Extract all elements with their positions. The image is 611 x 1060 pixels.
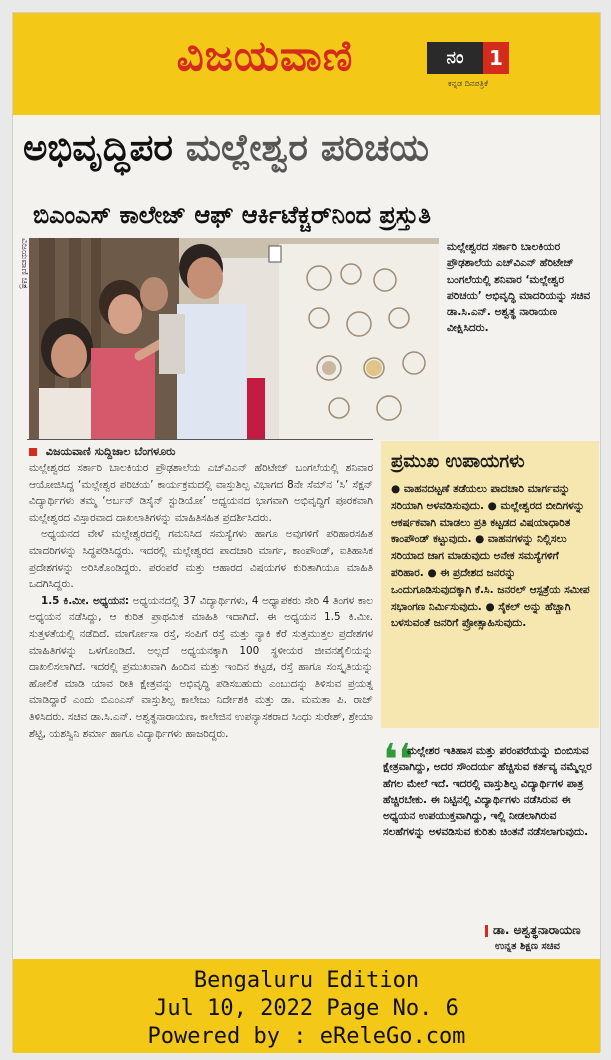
- key-measures-box: [381, 441, 599, 728]
- edition-date-page: Jul 10, 2022 Page No. 6: [154, 996, 459, 1021]
- minister-quote: [383, 735, 598, 841]
- badge-tagline: ಕನ್ನಡ ದಿನಪತ್ರಿಕೆ: [447, 79, 488, 88]
- article-paragraph-3-text: ಅಧ್ಯಯನದಲ್ಲಿ 37 ವಿದ್ಯಾರ್ಥಿಗಳು, 4 ಅಧ್ಯಾಪಕರು ಸೇರಿ 4 ತಿಂಗಳ ಕಾಲ ಅಧ್ಯಯನ ನಡೆಸಿದ್ದು, ಆ ಕುರಿತ ಪ್ರಾಥಮಿಕ ಮಾಹಿತಿ ಇದಾಗಿದೆ. ಈ ಅಧ್ಯಯನ 1.5 ಕಿ.ಮೀ. ಸುತ್ತಳತೆಯಲ್ಲಿ ನಡೆದಿದೆ. ಮಾರ್ಗೋಸಾ ರಸ್ತೆ, ಸಂಪಿಗೆ ರಸ್ತೆ ಮತ್ತು ನ್ಯಾಕಿ ಕೆರೆ ಸುತ್ತಮುತ್ತಲ ಪ್ರದೇಶಗಳ ಮಾಹಿತಿಗಳನ್ನು ಒಳಗೊಂಡಿದೆ. ಅಲ್ಲದೆ ಅಧ್ಯಯನಕ್ಕಾಗಿ 100 ಸ್ಥಳೀಯರ ಜೀವನಶೈಲಿಯನ್ನು ದಾಖಲಿಸಲಾಗಿದೆ. ಇದರಲ್ಲಿ ಪ್ರಮುಖವಾಗಿ ಹಿಂದಿನ ಮತ್ತು ಇಂದಿನ ಕಟ್ಟಡ, ರಸ್ತೆ ಹಾಗೂ ಸಂಸ್ಕೃತಿಯನ್ನು ಹೋಲಿಕೆ ಮಾಡಿ ಯಾವ ರೀತಿ ಕ್ಷೇತ್ರವನ್ನು ಅಭಿವೃದ್ಧಿ ಪಡಿಸಬಹುದು ಎಂಬುದನ್ನು ತಿಳಿಸುವ ಪ್ರಯತ್ನ ಮಾಡಿದ್ದಾರೆ ಎಂದು ಬಿಎಂಎಸ್ ವಾಸ್ತುಶಿಲ್ಪ ಕಾಲೇಜು ನಿರ್ದೇಶಕಿ ಮತ್ತು ಡಾ. ಮಮತಾ ಪಿ. ರಾಜ್ ತಿಳಿಸಿದರು. ಸಚಿವ ಡಾ.ಸಿ.ಎನ್. ಅಶ್ವತ್ಥನಾರಾಯಣ, ಕಾಲೇಜಿನ ಉಪನ್ಯಾಸಕರಾದ ಸಿಂಧು ಸುರೇಶ್, ಶ್ರೇಯಾ ಶೆಟ್ಟಿ, ಯಶಸ್ವಿನಿ ಶರ್ಮಾ ಹಾಗೂ ವಿದ್ಯಾರ್ಥಿಗಳು ಹಾಜರಿದ್ದರು.: [29, 594, 373, 740]
- quote-name: ಡಾ. ಅಶ್ವತ್ಥನಾರಾಯಣ: [493, 923, 581, 937]
- powered-by[interactable]: Powered by : eReleGo.com: [147, 1024, 466, 1049]
- dateline-text: ವಿಜಯವಾಣಿ ಸುದ್ದಿಜಾಲ ಬೆಂಗಳೂರು: [45, 445, 176, 458]
- article-subheadline: ಬಿಎಂಎಸ್ ಕಾಲೇಜ್ ಆಫ್ ಆರ್ಕಿಟೆಕ್ಚರ್‌ನಿಂದ ಪ್ರಸ್ತುತಿ: [33, 201, 432, 229]
- dateline-divider: [27, 439, 373, 440]
- photo-credit: ವಿಜಯವಾಣಿ ಚಿತ್ರ: [19, 238, 29, 289]
- news-photo: [29, 238, 439, 440]
- article-headline: [23, 125, 593, 171]
- dateline: [29, 445, 175, 459]
- headline-part-1: ಅಭಿವೃದ್ಧಿಪರ: [23, 126, 173, 169]
- headline-part-2: ಮಲ್ಲೇಶ್ವರ ಪರಿಚಯ: [185, 126, 429, 169]
- badge-number: 1: [483, 42, 509, 74]
- epaper-page: [12, 12, 601, 1052]
- key-measures-title: ಪ್ರಮುಖ ಉಪಾಯಗಳು: [391, 451, 525, 472]
- article-subhead: 1.5 ಕಿ.ಮೀ. ಅಧ್ಯಯನ:: [41, 594, 130, 607]
- article-body: [29, 460, 373, 742]
- badge-text: ನಂ: [427, 42, 483, 74]
- photo-caption: ಮಲ್ಲೇಶ್ವರದ ಸರ್ಕಾರಿ ಬಾಲಕಿಯರ ಪ್ರೌಢಶಾಲೆಯ ಎಚ್‌ವಿಎನ್ ಹೆರಿಟೇಜ್ ಬಂಗಲೆಯಲ್ಲಿ ಶನಿವಾರ ‘ಮಲ್ಲೇಶ್ವರ ಪರಿಚಯ’ ಅಭಿವೃದ್ಧಿ ಮಾದರಿಯನ್ನು ಸಚಿವ ಡಾ.ಸಿ.ಎನ್. ಅಶ್ವತ್ಥ ನಾರಾಯಣ ವೀಕ್ಷಿಸಿದರು.: [447, 241, 591, 335]
- article-paragraph-3: [29, 593, 373, 742]
- article-paragraph-2: ಅಧ್ಯಯನದ ವೇಳೆ ಮಲ್ಲೇಶ್ವರದಲ್ಲಿ ಗಮನಿಸಿದ ಸಮಸ್ಯೆಗಳು ಹಾಗೂ ಅವುಗಳಿಗೆ ಪರಿಹಾರಸಹಿತ ಮಾದರಿಗಳನ್ನು ಸಿದ್ಧಪಡಿಸಿದ್ದರು. ಇದರಲ್ಲಿ ಮಲ್ಲೇಶ್ವರದ ಪಾದಚಾರಿ ಮಾರ್ಗ, ಕಾಂಪೌಂಡ್, ಐತಿಹಾಸಿಕ ಪ್ರದೇಶಗಳನ್ನು ಅರಿಸಿಕೊಂಡಿದ್ದರು. ಪರಂಪರೆ ಮತ್ತು ಆಹಾರದ ವಿಷಯಗಳ ಕುರಿತಾಗಿಯೂ ಮಾಹಿತಿ ಒದಗಿಸಿದ್ದರು.: [29, 528, 373, 591]
- edition-footer: [13, 959, 600, 1053]
- photo-illustration: [29, 238, 439, 440]
- number-one-badge: [427, 42, 509, 74]
- masthead: [13, 13, 600, 115]
- quote-text: ಮಲ್ಲೇಶರ ಇತಿಹಾಸ ಮತ್ತು ಪರಂಪರೆಯನ್ನು ಬಿಂಬಿಸುವ ಕ್ಷೇತ್ರವಾಗಿದ್ದು, ಅದರ ಸೌಂದರ್ಯ ಹೆಚ್ಚಿಸುವ ಕರ್ತವ್ಯ ನಮ್ಮೆಲ್ಲರ ಹೆಗಲ ಮೇಲೆ ಇದೆ. ಇದರಲ್ಲಿ ವಾಸ್ತುಶಿಲ್ಪ ವಿದ್ಯಾರ್ಥಿಗಳ ಪಾತ್ರ ಹೆಚ್ಚಿರಬೇಕು. ಈ ನಿಟ್ಟಿನಲ್ಲಿ ವಿದ್ಯಾರ್ಥಿಗಳು ನಡೆಸಿರುವ ಈ ಅಧ್ಯಯನ ಉಪಯುಕ್ತವಾಗಿದ್ದು, ಇಲ್ಲಿ ನೀಡಲಾಗಿರುವ ಸಲಹೆಗಳನ್ನು ಅಳವಡಿಸುವ ಕುರಿತು ಚಿಂತನೆ ನಡೆಸಲಾಗುವುದು.: [383, 745, 592, 839]
- quote-attribution: [485, 923, 581, 938]
- attribution-bar: [485, 925, 488, 937]
- quote-role: ಉನ್ನತ ಶಿಕ್ಷಣ ಸಚಿವ: [495, 941, 560, 952]
- article-paragraph-1: ಮಲ್ಲೇಶ್ವರದ ಸರ್ಕಾರಿ ಬಾಲಕಿಯರ ಪ್ರೌಢಶಾಲೆಯ ಎಚ್‌ವಿಎನ್ ಹೆರಿಟೇಜ್ ಬಂಗಲೆಯಲ್ಲಿ ಶನಿವಾರ ಆಯೋಜಿಸಿದ್ದ ‘ಮಲ್ಲೇಶ್ವರ ಪರಿಚಯ’ ಕಾರ್ಯಕ್ರಮದಲ್ಲಿ ವಾಸ್ತುಶಿಲ್ಪ ವಿಭಾಗದ 8ನೇ ಸೆಮ್‌ನ ‘ಸಿ’ ಸೆಕ್ಷನ್ ವಿದ್ಯಾರ್ಥಿಗಳು ತಮ್ಮ ‘ಅರ್ಬನ್ ಡಿಸೈನ್ ಸ್ಟುಡಿಯೋ’ ಅಧ್ಯಯನದ ಭಾಗವಾಗಿ ಅಭಿವೃದ್ಧಿಗೆ ಪೂರಕವಾಗಿ ಮಲ್ಲೇಶ್ವರದ ವಿಸ್ತಾರವಾದ ದಾಖಲಾತಿಗಳನ್ನು ಮಾಹಿತಿಸಹಿತ ಪ್ರದರ್ಶಿಸಿದರು.: [29, 462, 373, 524]
- newspaper-logo[interactable]: ವಿಜಯವಾಣಿ: [176, 31, 354, 80]
- quote-icon: ❛❛: [383, 735, 414, 786]
- key-measures-list: ● ವಾಹನದಟ್ಟಣೆ ತಡೆಯಲು ಪಾದಚಾರಿ ಮಾರ್ಗವನ್ನು ಸರಿಯಾಗಿ ಅಳವಡಿಸುವುದು. ● ಮಲ್ಲೇಶ್ವರದ ಬೀದಿಗಳನ್ನು ಆಕರ್ಷಕವಾಗಿ ಮಾಡಲು ಪ್ರತಿ ಕಟ್ಟಡದ ವಿಷಯಾಧಾರಿತ ಕಾಂಪೌಂಡ್ ಕಟ್ಟುವುದು. ● ವಾಹನಗಳನ್ನು ನಿಲ್ಲಿಸಲು ಸರಿಯಾದ ಜಾಗ ಮಾಡುವುದು ಅನೇಕ ಸಮಸ್ಯೆಗಳಿಗೆ ಪರಿಹಾರ. ● ಈ ಪ್ರದೇಶದ ಜನರನ್ನು ಒಂದುಗೂಡಿಸುವುದಕ್ಕಾಗಿ ಕೆ.ಸಿ. ಜನರಲ್ ಆಸ್ಪತ್ರೆಯ ಸಮೀಪ ಸಭಾಂಗಣ ನಿರ್ಮಿಸುವುದು. ● ಸೈಕಲ್ ಅನ್ನು ಹೆಚ್ಚಾಗಿ ಬಳಸುವಂತೆ ಜನರಿಗೆ ಪ್ರೋತ್ಸಾಹಿಸುವುದು.: [391, 483, 590, 630]
- edition-name: Bengaluru Edition: [193, 968, 420, 993]
- dateline-square-icon: [29, 448, 37, 456]
